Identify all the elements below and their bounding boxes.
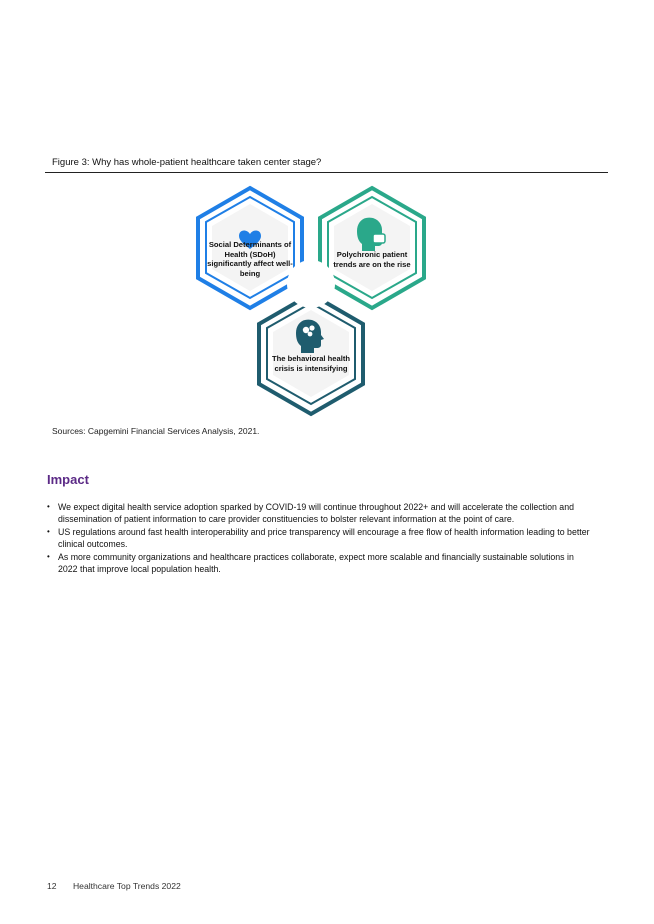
document-title: Healthcare Top Trends 2022 xyxy=(72,881,181,891)
hexagon-graphic xyxy=(185,182,445,422)
bullet-marker: • xyxy=(47,502,50,511)
impact-heading: Impact xyxy=(47,472,89,487)
hexagon-label-behavioral: The behavioral health crisis is intensifying xyxy=(271,354,351,373)
hexagon-diagram xyxy=(185,182,445,422)
caption-divider xyxy=(45,172,608,173)
bullet-text: US regulations around fast health interoperability and price transparency will encourage a free flow of health information leading to better clinical outcomes. xyxy=(58,526,590,550)
bullet-marker: • xyxy=(47,551,50,561)
bullet-text: We expect digital health service adoption sparked by COVID-19 will continue throughout 2022+ and will accelerate the collection and dissemination of patient information to care provider constituencies to bolster relevant information at the point of care. xyxy=(58,502,574,525)
page-footer xyxy=(47,881,181,891)
figure-caption: Figure 3: Why has whole-patient healthcare taken center stage? xyxy=(52,157,322,168)
list-item xyxy=(47,501,595,526)
hexagon-label-sdoh: Social Determinants of Health (SDoH) significantly affect well-being xyxy=(207,240,293,278)
bullet-text: As more community organizations and healthcare practices collaborate, expect more scalable and financially sustainable solutions in 2022 that improve local population health. xyxy=(58,551,574,575)
list-item xyxy=(47,526,595,551)
hexagon-label-polychronic: Polychronic patient trends are on the rise xyxy=(333,250,411,269)
bullet-marker: • xyxy=(47,526,50,536)
page-number: 12 xyxy=(47,881,57,891)
center-circle xyxy=(287,260,335,308)
impact-bullet-list xyxy=(47,501,595,575)
sources-note: Sources: Capgemini Financial Services Analysis, 2021. xyxy=(52,426,260,436)
list-item xyxy=(47,551,595,576)
